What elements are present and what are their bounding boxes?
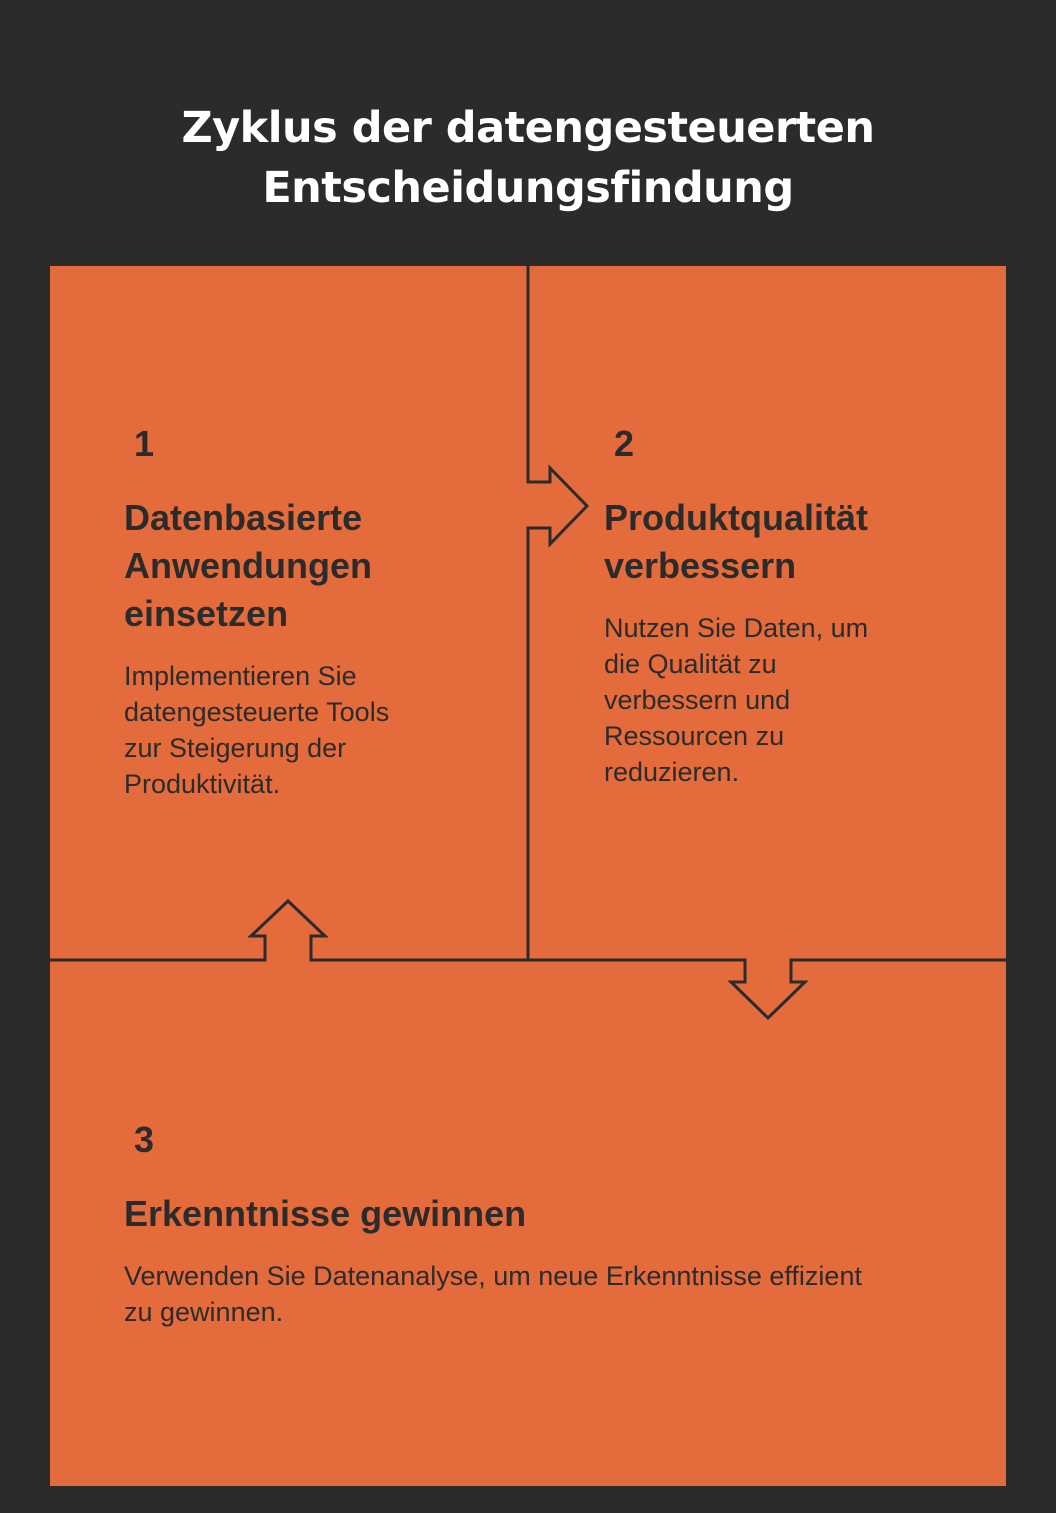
right-arrow-icon [528,266,587,960]
step-1-title-line: einsetzen [124,593,289,634]
step-2-description [604,610,934,790]
step-2-title-line: verbessern [604,545,797,586]
step-3-desc-line: Verwenden Sie Datenanalyse, um neue Erkenntnisse effizient [124,1261,862,1291]
step-3-title [124,1190,964,1238]
step-1-desc-line: datengesteuerte Tools [124,697,390,727]
step-2-desc-line: Nutzen Sie Daten, um [604,613,869,643]
step-1-description [124,658,454,802]
step-3-description [124,1258,964,1330]
diagram-title-line-2: Entscheidungsfindung [262,163,794,213]
step-1-card [124,424,454,802]
down-arrow-icon [528,960,1006,1018]
step-3-title-line: Erkenntnisse gewinnen [124,1193,527,1234]
step-1-title-line: Anwendungen [124,545,372,586]
step-2-desc-line: verbessern und [604,685,791,715]
step-1-number: 1 [134,423,155,464]
step-3-number: 3 [134,1119,155,1160]
diagram-title-line-1: Zyklus der datengesteuerten [181,103,875,153]
step-2-desc-line: die Qualität zu [604,649,777,679]
step-1-desc-line: Produktivität. [124,769,281,799]
step-1-desc-line: Implementieren Sie [124,661,357,691]
step-2-desc-line: Ressourcen zu [604,721,785,751]
step-2-title [604,494,934,590]
up-arrow-icon [50,901,528,960]
step-2-number: 2 [614,423,635,464]
step-3-desc-line: zu gewinnen. [124,1297,284,1327]
step-1-title-line: Datenbasierte [124,497,363,538]
step-2-desc-line: reduzieren. [604,757,740,787]
step-1-title [124,494,454,638]
step-2-card [604,424,934,790]
step-2-title-line: Produktqualität [604,497,869,538]
step-1-desc-line: zur Steigerung der [124,733,347,763]
step-3-card [124,1120,964,1330]
